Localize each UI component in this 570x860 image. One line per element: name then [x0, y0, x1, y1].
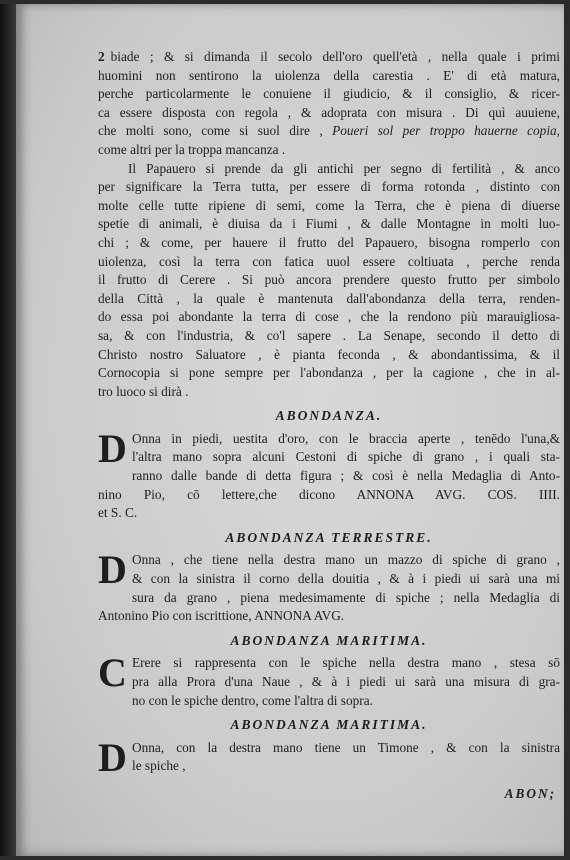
text-line: uiolenza, così la terra con fatica uuol essere coltiuata , perche renda — [98, 253, 560, 269]
section-heading: ABONDANZA TERRESTRE. — [225, 529, 433, 545]
text-line: 2 biade ; & si dimanda il secolo dell'oro quell'età , nella quale i primi — [98, 49, 560, 64]
entry-abondanza — [98, 430, 560, 523]
page-text — [98, 48, 560, 803]
paragraph-poppy-intro — [98, 48, 560, 160]
text-line: Erere si rappresenta con le spiche nella destra mano , stesa sō — [132, 655, 560, 671]
paragraph-papauero — [98, 160, 560, 402]
section-heading: ABONDANZA MARITIMA. — [230, 632, 428, 648]
text-line: no con le spiche dentro, come l'altra di sopra. — [132, 692, 373, 708]
text-line: ca essere disposta con regola , & adoprata con misura . Di quì auuiene, — [98, 104, 560, 120]
section-heading: ABONDANZA. — [275, 408, 383, 424]
book-page — [16, 4, 564, 856]
text-line: Onna , che tiene nella destra mano un mazzo di spiche di grano , — [132, 552, 560, 568]
book-gutter — [0, 4, 16, 856]
drop-cap: C — [98, 654, 127, 696]
text-line: tro luoco si dirà . — [98, 383, 189, 399]
text-line: nino Pio, cō lettere,che dicono ANNONA AVG. COS. IIII. — [98, 486, 560, 502]
text-line: pra alla Prora d'una Naue , & à i piedi ui sarà una misura di gra- — [132, 674, 560, 689]
text-line: Il Papauero si prende da gli antichi per segno di fertilità , & anco — [128, 160, 560, 176]
catchword: ABON; — [504, 785, 556, 801]
text-line: che molti sono, come si suol dire , Poueri sol per troppo hauerne copia, — [98, 123, 560, 139]
text-line: huomini non sentirono la uiolenza della carestia . E' di età matura, — [98, 67, 560, 83]
text-line: sura da grano , piena medesimamente di spiche ; nella Medaglia di — [132, 589, 560, 605]
text-line: le spiche , — [132, 758, 186, 774]
drop-cap: D — [98, 738, 127, 777]
text-line: come altri per la troppa mancanza . — [98, 141, 286, 157]
text-line: chi ; & come, per hauere il frutto del Papauero, bisogna romperlo con — [98, 234, 560, 250]
text-line: Antonino Pio con iscrittione, ANNONA AVG. — [98, 608, 345, 624]
text-line: per significare la Terra tutta, per essere di forma rotonda , distinto con — [98, 179, 560, 195]
text-line: della Città , la quale è mantenuta dall'abondanza della terra, renden- — [98, 290, 560, 306]
text-line: l'altra mano sopra alcuni Cestoni di spiche di grano , i quali sta- — [132, 449, 560, 465]
text-line: ranno dalle bande di detta figura ; & così è nella Medaglia di Anto- — [132, 468, 560, 484]
text-line: Cornocopia si pone sempre per l'abondanza , per la cagione , che in al- — [98, 365, 560, 381]
text-line: Onna in piedi, uestita d'oro, con le braccia aperte , tenēdo l'una,& — [132, 430, 560, 446]
section-heading: ABONDANZA MARITIMA. — [230, 717, 428, 733]
entry-abondanza-terrestre — [98, 551, 560, 625]
text-line: sa, & con l'industria, & co'l sapere . La Senape, secondo il detto di — [98, 327, 560, 343]
drop-cap: D — [98, 551, 127, 593]
page-number: 2 — [98, 49, 105, 64]
text-line: perche particolarmente le conuiene il giudicio, & il consiglio, & ricer- — [98, 86, 560, 102]
text-line: Onna, con la destra mano tiene un Timone , & con la sinistra — [132, 739, 560, 755]
text-line: do essa poi abondante la terra di cose , che la rendono più marauigliosa- — [98, 309, 560, 325]
entry-abondanza-maritima — [98, 654, 560, 710]
italic-proverb: Poueri sol per troppo hauerne copia, — [332, 123, 560, 139]
text-line: spetie di animali, è diuisa da i Fiumi , & dalle Montagne in molti luo- — [98, 216, 560, 232]
text-line: molte celle tutte ripiene di semi, come la Terra, che è piena di diuerse — [98, 197, 560, 213]
entry-abondanza-maritima-2 — [98, 739, 560, 777]
text-line: il frutto di Cerere . Si può ancora prendere questo frutto per simbolo — [98, 272, 560, 288]
text-line: Christo nostro Saluatore , è pianta feconda , & abondantissima, & il — [98, 346, 560, 362]
text-line: & con la sinistra il corno della douitia , & à i piedi ui sarà una mi — [132, 571, 560, 587]
drop-cap: D — [98, 429, 127, 471]
text-line: et S. C. — [98, 505, 138, 521]
